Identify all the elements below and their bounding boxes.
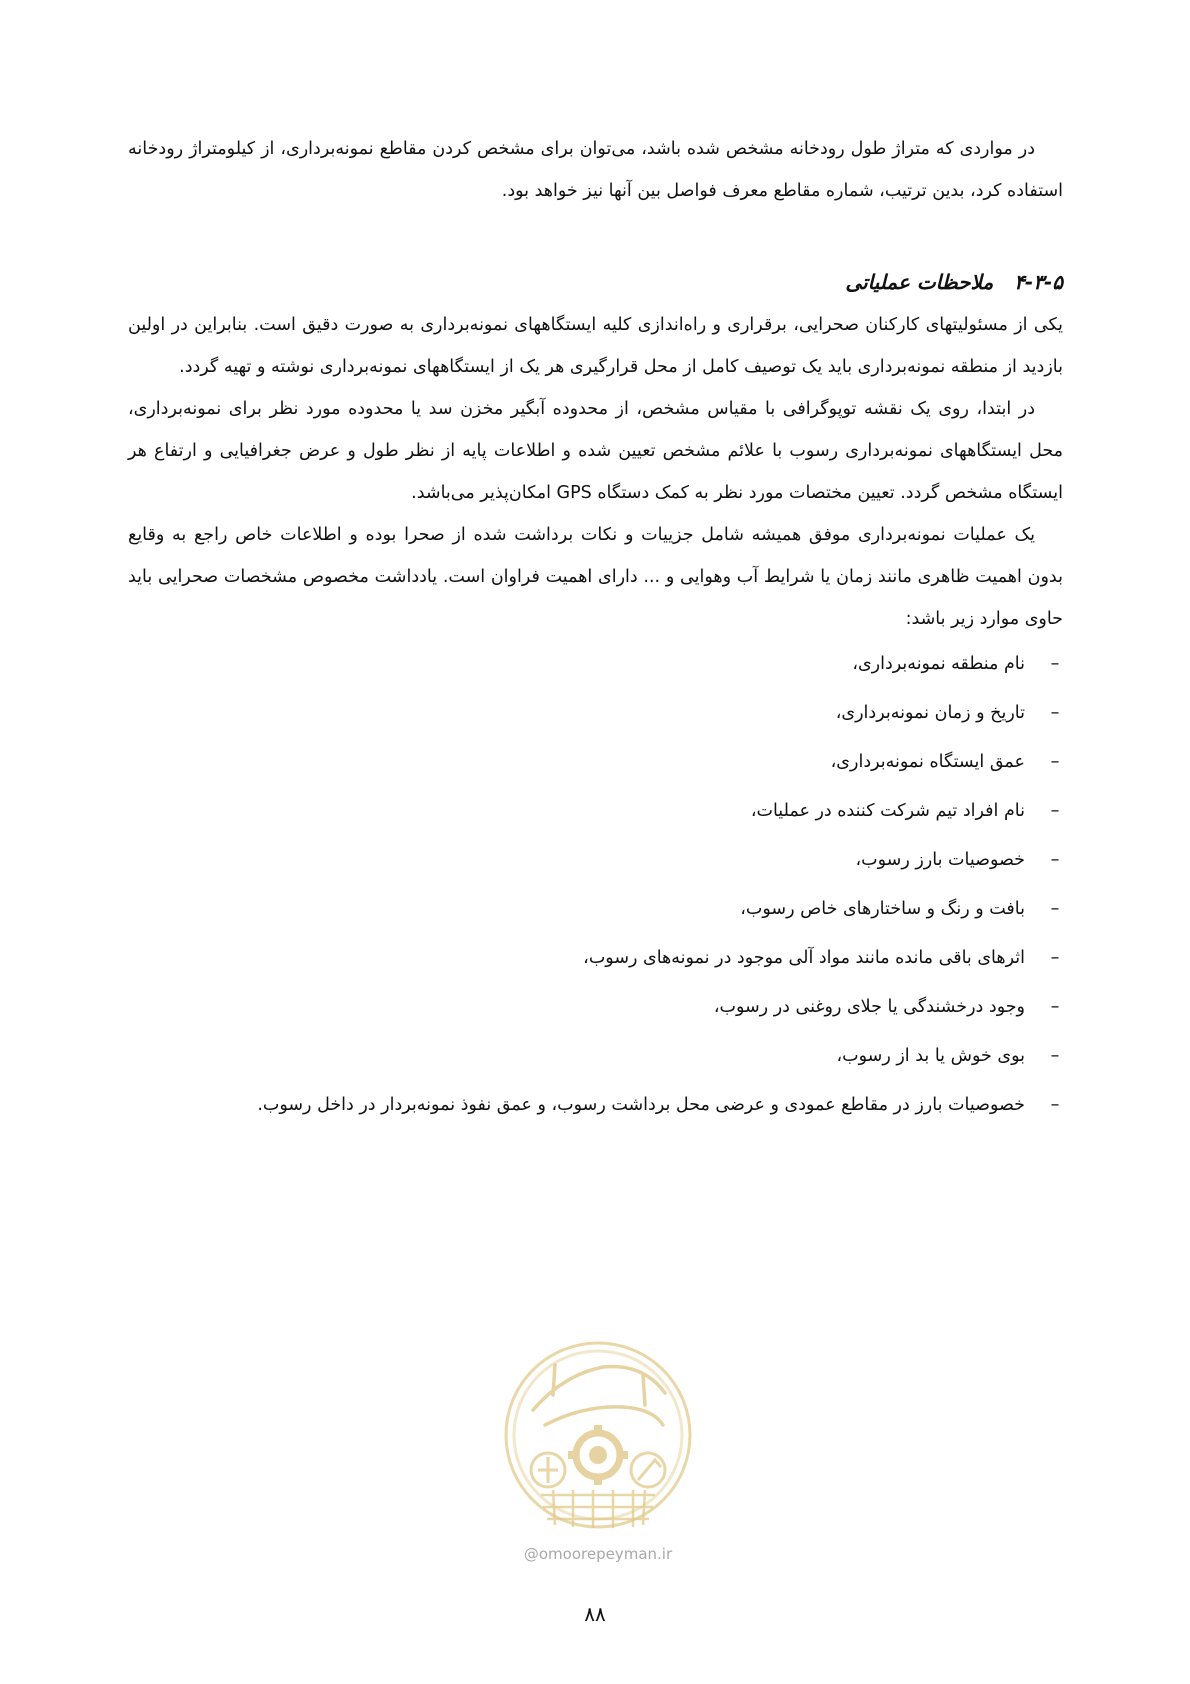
list-item: – بوی خوش یا بد از رسوب، xyxy=(128,1032,1025,1081)
paragraph: یک عملیات نمونه‌برداری موفق همیشه شامل جزییات و نکات برداشت شده از صحرا بوده و اطلاعات خاص راجع به وقایع بدون اهمیت ظاهری مانند زمان یا شرایط آب وهوایی و ... دارای اهمیت فراوان است. یادداشت مخصوص مشخصات صحرایی باید حاوی موارد زیر باشد: xyxy=(128,525,1063,629)
dash-marker: – xyxy=(1050,703,1060,723)
watermark-logo xyxy=(493,1335,703,1567)
dash-marker: – xyxy=(1050,752,1060,772)
page-number: ۸۸ xyxy=(584,1602,606,1626)
dash-marker: – xyxy=(1050,899,1060,919)
dash-marker: – xyxy=(1050,1095,1060,1115)
field-notes-list xyxy=(128,640,1063,1130)
list-item: – بافت و رنگ و ساختارهای خاص رسوب، xyxy=(128,885,1025,934)
intro-paragraph: در مواردی که متراژ طول رودخانه مشخص شده باشد، می‌توان برای مشخص کردن مقاطع نمونه‌برداری، از کیلومتراژ رودخانه استفاده کرد، بدین ترتیب، شماره مقاطع معرف فواصل بین آنها نیز خواهد بود. xyxy=(128,139,1063,201)
list-item: – خصوصیات بارز در مقاطع عمودی و عرضی محل برداشت رسوب، و عمق نفوذ نمونه‌بردار در داخل رسوب. xyxy=(128,1081,1025,1130)
paragraph: در ابتدا، روی یک نقشه توپوگرافی با مقیاس مشخص، از محدوده آبگیر مخزن سد یا محدوده مورد نظر برای نمونه‌برداری، محل ایستگاههای نمونه‌برداری رسوب با علائم مشخص تعیین شده و اطلاعات پایه از نظر طول و عرض جغرافیایی و ارتفاع هر ایستگاه مشخص گردد. تعیین مختصات مورد نظر به کمک دستگاه GPS امکان‌پذیر می‌باشد. xyxy=(128,399,1063,503)
watermark-site: @omoorepeyman.ir xyxy=(523,1545,673,1563)
list-item: – وجود درخشندگی یا جلای روغنی در رسوب، xyxy=(128,983,1025,1032)
dash-marker: – xyxy=(1050,948,1060,968)
section-number: ۴-۳-۵ xyxy=(1014,270,1063,294)
dash-marker: – xyxy=(1050,850,1060,870)
dash-marker: – xyxy=(1050,997,1060,1017)
list-item: – تاریخ و زمان نمونه‌برداری، xyxy=(128,689,1025,738)
section-block xyxy=(128,262,1063,1130)
dash-marker: – xyxy=(1050,801,1060,821)
dash-marker: – xyxy=(1050,654,1060,674)
section-title: ملاحظات عملیاتی xyxy=(845,270,994,294)
dash-marker: – xyxy=(1050,1046,1060,1066)
list-item: – اثرهای باقی مانده مانند مواد آلی موجود در نمونه‌های رسوب، xyxy=(128,934,1025,983)
list-item: – نام منطقه نمونه‌برداری، xyxy=(128,640,1025,689)
paragraph: یکی از مسئولیتهای کارکنان صحرایی، برقراری و راه‌اندازی کلیه ایستگاههای نمونه‌برداری به صورت دقیق است. بنابراین در اولین بازدید از منطقه نمونه‌برداری باید یک توصیف کامل از محل قرارگیری هر یک از ایستگاههای نمونه‌برداری نوشته و تهیه گردد. xyxy=(128,315,1063,377)
list-item: – عمق ایستگاه نمونه‌برداری، xyxy=(128,738,1025,787)
list-item: – خصوصیات بارز رسوب، xyxy=(128,836,1025,885)
list-item: – نام افراد تیم شرکت کننده در عملیات، xyxy=(128,787,1025,836)
intro-block xyxy=(128,128,1063,212)
section-heading xyxy=(128,262,1063,302)
